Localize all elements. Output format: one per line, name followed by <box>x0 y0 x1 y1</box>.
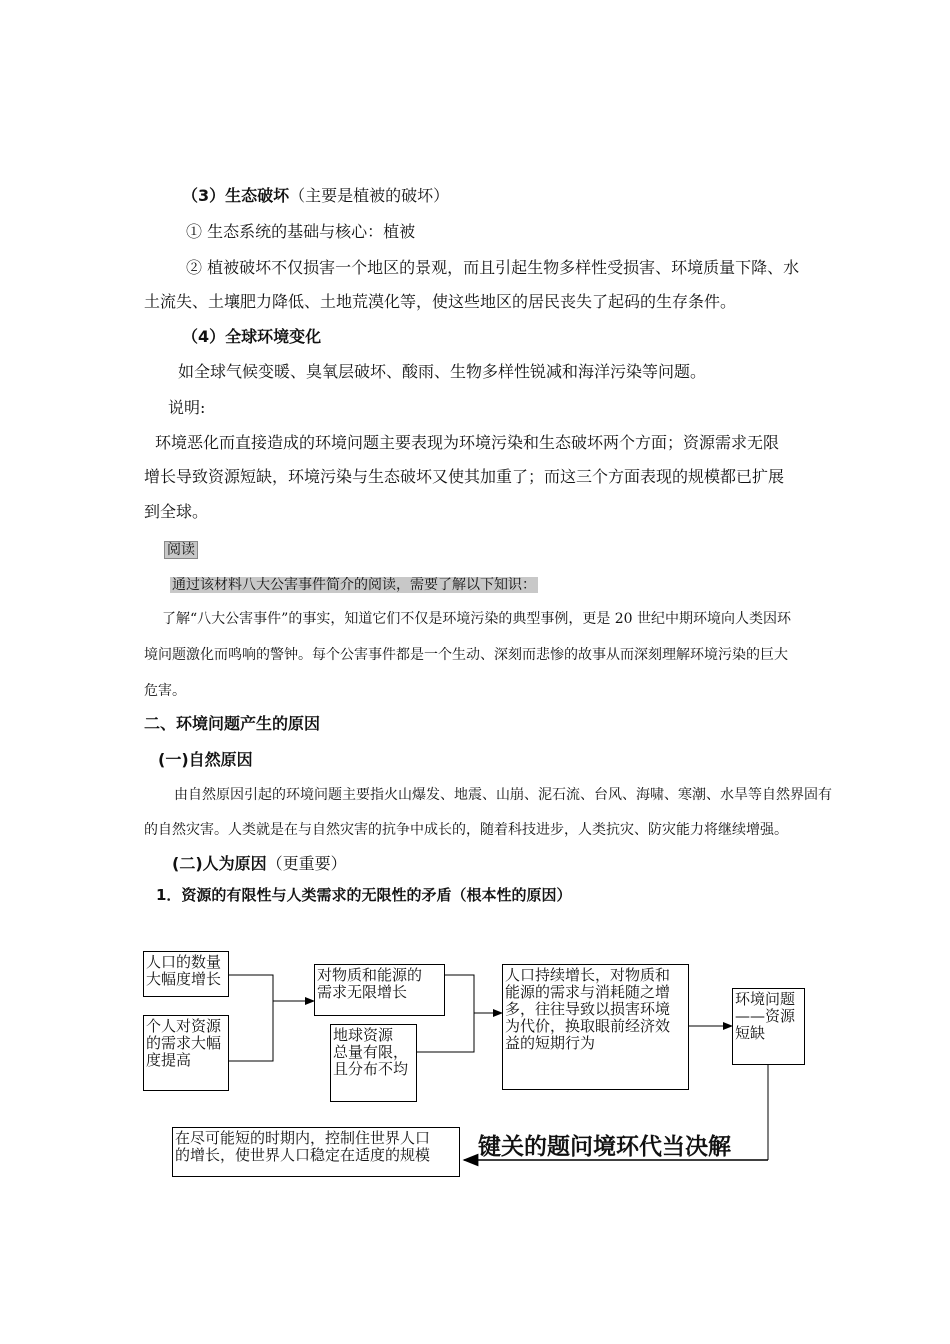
box-population-line2: 大幅度增长 <box>146 970 222 988</box>
section4-text: 如全球气候变暖、臭氧层破坏、酸雨、生物多样性锐减和海洋污染等问题。 <box>178 362 707 381</box>
explanation-line1: 环境恶化而直接造成的环境问题主要表现为环境污染和生态破坏两个方面；资源需求无限 <box>155 433 780 452</box>
section3-heading-note: （主要是植被的破坏） <box>289 186 450 205</box>
box-growth <box>502 964 689 1090</box>
section3-point1: ① 生态系统的基础与核心：植被 <box>186 222 416 241</box>
box-earth-line2: 总量有限， <box>333 1043 409 1061</box>
box-demand <box>314 964 445 1016</box>
box-earth-line1: 地球资源 <box>333 1026 394 1044</box>
box-growth-line5: 益的短期行为 <box>505 1034 596 1052</box>
section3-point2-line2: 土流失、土壤肥力降低、土地荒漠化等，使这些地区的居民丧失了起码的生存条件。 <box>144 292 737 311</box>
box-problem <box>732 988 805 1065</box>
box-problem-line1: 环境问题 <box>735 990 796 1008</box>
box-demand-line2: 需求无限增长 <box>317 983 408 1001</box>
box-individual-line3: 度提高 <box>146 1051 192 1069</box>
human-heading-note: （更重要） <box>266 854 347 873</box>
box-solution <box>172 1127 460 1177</box>
natural-line2: 的自然灾害。人类就是在与自然灾害的抗争中成长的，随着科技进步，人类抗灾、防灾能力将继续增强。 <box>144 822 788 838</box>
box-earth-line3: 且分布不均 <box>333 1060 409 1078</box>
box-population-line1: 人口的数量 <box>146 953 222 971</box>
box-problem-line3: 短缺 <box>735 1024 766 1042</box>
human-sub1: 1．资源的有限性与人类需求的无限性的矛盾（根本性的原因） <box>156 886 572 904</box>
natural-line1: 由自然原因引起的环境问题主要指火山爆发、地震、山崩、泥石流、台风、海啸、寒潮、水旱等自然界固有 <box>174 787 832 803</box>
box-individual-line2: 的需求大幅 <box>146 1034 222 1052</box>
natural-heading: (一)自然原因 <box>158 750 253 769</box>
diagram-banner: 键关的题问境环代当决解 <box>478 1133 731 1160</box>
box-growth-line4: 为代价，换取眼前经济效 <box>505 1017 671 1035</box>
part2-heading: 二、环境问题产生的原因 <box>144 714 321 733</box>
box-growth-line1: 人口持续增长，对物质和 <box>505 966 671 984</box>
section3-point2-line1: ② 植被破坏不仅损害一个地区的景观，而且引起生物多样性受损害、环境质量下降、水 <box>186 258 800 277</box>
section4-heading: （4）全球环境变化 <box>182 327 322 346</box>
box-growth-line2: 能源的需求与消耗随之增 <box>505 983 671 1001</box>
box-growth-line3: 多，往往导致以损害环境 <box>505 1000 671 1018</box>
reading-line2: 境问题激化而鸣响的警钟。每个公害事件都是一个生动、深刻而悲惨的故事从而深刻理解环境污染的巨大 <box>144 647 788 663</box>
box-problem-line2: ——资源 <box>735 1007 796 1025</box>
box-population <box>143 951 229 997</box>
box-demand-line1: 对物质和能源的 <box>317 966 423 984</box>
box-solution-line1: 在尽可能短的时期内，控制住世界人口 <box>175 1129 431 1147</box>
explanation-line2: 增长导致资源短缺，环境污染与生态破坏又使其加重了；而这三个方面表现的规模都已扩展 <box>144 467 785 486</box>
box-earth <box>330 1024 417 1102</box>
box-individual-line1: 个人对资源 <box>146 1017 222 1035</box>
reading-tag: 阅读 <box>164 541 198 559</box>
reading-line1: 了解“八大公害事件”的事实，知道它们不仅是环境污染的典型事例，更是 20 世纪中期环境向人类因环 <box>162 611 792 627</box>
explanation-line3: 到全球。 <box>144 502 209 521</box>
human-heading: (二)人为原因 <box>172 854 267 873</box>
box-solution-line2: 的增长，使世界人口稳定在适度的规模 <box>175 1146 431 1164</box>
section3-heading: （3）生态破坏 <box>182 186 290 205</box>
reading-intro: 通过该材料八大公害事件简介的阅读，需要了解以下知识： <box>172 577 536 593</box>
reading-line3: 危害。 <box>144 683 186 699</box>
box-individual <box>143 1015 229 1091</box>
explanation-label: 说明: <box>168 398 206 417</box>
connector-bracket-left <box>229 975 273 1061</box>
